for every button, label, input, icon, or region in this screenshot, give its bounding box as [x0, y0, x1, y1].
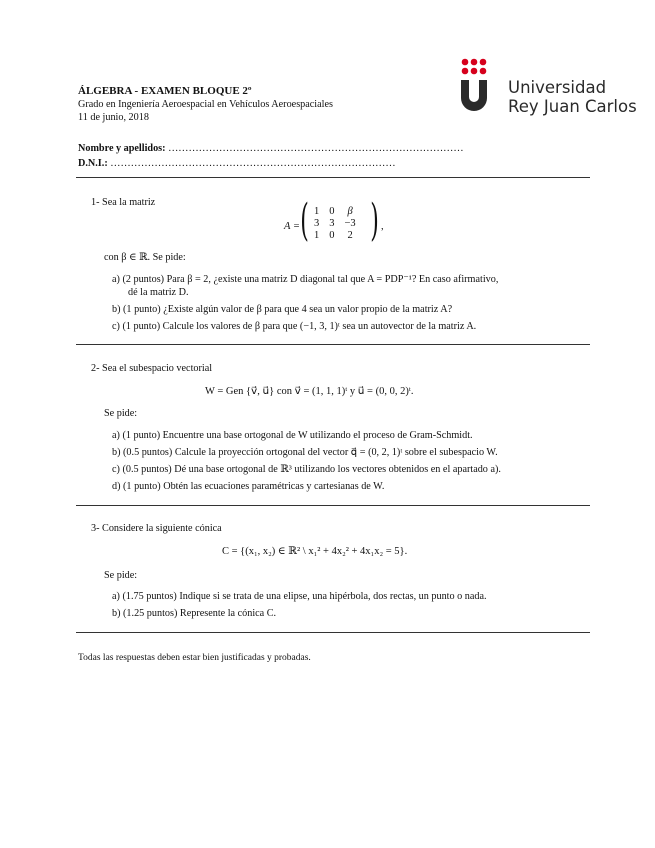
q1-item-b: b) (1 punto) ¿Existe algún valor de β para que 4 sea un valor propio de la matriz A?	[112, 304, 453, 315]
exam-date: 11 de junio, 2018	[78, 112, 149, 123]
q1-matrix-lhs: A =	[284, 221, 300, 232]
exam-title: ÁLGEBRA - EXAMEN BLOQUE 2º	[78, 85, 252, 97]
divider	[76, 177, 590, 178]
right-paren-icon: )	[370, 195, 379, 246]
divider	[76, 632, 590, 633]
name-label: Nombre y apellidos:	[78, 143, 166, 154]
footer-note: Todas las respuestas deben estar bien justificadas y probadas.	[78, 653, 311, 663]
q2-item-a: a) (1 punto) Encuentre una base ortogonal de W utilizando el proceso de Gram-Schmidt.	[112, 430, 473, 441]
q2-intro: 2- Sea el subespacio vectorial	[91, 363, 213, 374]
name-dots: ……………………………………………………………………………	[168, 143, 464, 154]
matrix-cell: 1	[314, 206, 320, 217]
name-field	[78, 142, 464, 155]
university-name-line2: Rey Juan Carlos	[508, 97, 637, 116]
matrix-cell: β	[347, 206, 353, 217]
q1-item-a: a) (2 puntos) Para β = 2, ¿existe una matriz D diagonal tal que A = PDP⁻¹? En caso afirmativo,	[112, 274, 499, 285]
q2-formula: W = Gen {v⃗, u⃗} con v⃗ = (1, 1, 1)ᵗ y u⃗ = (0, 0, 2)ᵗ.	[205, 386, 414, 397]
q3-item-b: b) (1.25 puntos) Represente la cónica C.	[112, 608, 277, 619]
left-paren-icon: (	[300, 195, 309, 246]
university-logo-icon	[458, 56, 498, 114]
divider	[76, 344, 590, 345]
q1-matrix-tail: ,	[381, 221, 384, 232]
matrix-cell: 2	[347, 230, 353, 241]
q2-ask: Se pide:	[104, 408, 138, 419]
q3-ask: Se pide:	[104, 570, 138, 581]
q2-item-d: d) (1 punto) Obtén las ecuaciones paramétricas y cartesianas de W.	[112, 481, 385, 492]
q2-item-b: b) (0.5 puntos) Calcule la proyección ortogonal del vector q⃗ = (0, 2, 1)ᵗ sobre el subespacio W.	[112, 447, 498, 458]
matrix-cell: 1	[314, 230, 320, 241]
university-name-line1: Universidad	[508, 78, 607, 97]
divider	[76, 505, 590, 506]
q1-item-a-cont: dé la matriz D.	[128, 287, 189, 298]
q1-matrix	[300, 195, 382, 247]
q1-intro: 1- Sea la matriz	[91, 197, 156, 208]
matrix-cell: −3	[344, 218, 356, 229]
dni-field	[78, 157, 396, 170]
dni-label: D.N.I.:	[78, 158, 108, 169]
dni-dots: …………………………………………………………………………	[110, 158, 396, 169]
q3-formula: C = {(x₁, x₂) ∈ ℝ² \ x₁² + 4x₂² + 4x₁x₂ = 5}.	[222, 546, 408, 557]
matrix-cell: 0	[329, 206, 335, 217]
q3-item-a: a) (1.75 puntos) Indique si se trata de una elipse, una hipérbola, dos rectas, un punto o nada.	[112, 591, 487, 602]
matrix-cell: 3	[329, 218, 335, 229]
matrix-cell: 3	[314, 218, 320, 229]
degree-line: Grado en Ingeniería Aeroespacial en Vehículos Aeroespaciales	[78, 99, 333, 110]
q1-item-c: c) (1 punto) Calcule los valores de β para que (−1, 3, 1)ᵗ sea un autovector de la matriz A.	[112, 321, 477, 332]
q2-item-c: c) (0.5 puntos) Dé una base ortogonal de ℝ³ utilizando los vectores obtenidos en el apartado a).	[112, 464, 501, 475]
q3-intro: 3- Considere la siguiente cónica	[91, 523, 222, 534]
q1-condition: con β ∈ ℝ. Se pide:	[104, 252, 186, 263]
matrix-cell: 0	[329, 230, 335, 241]
